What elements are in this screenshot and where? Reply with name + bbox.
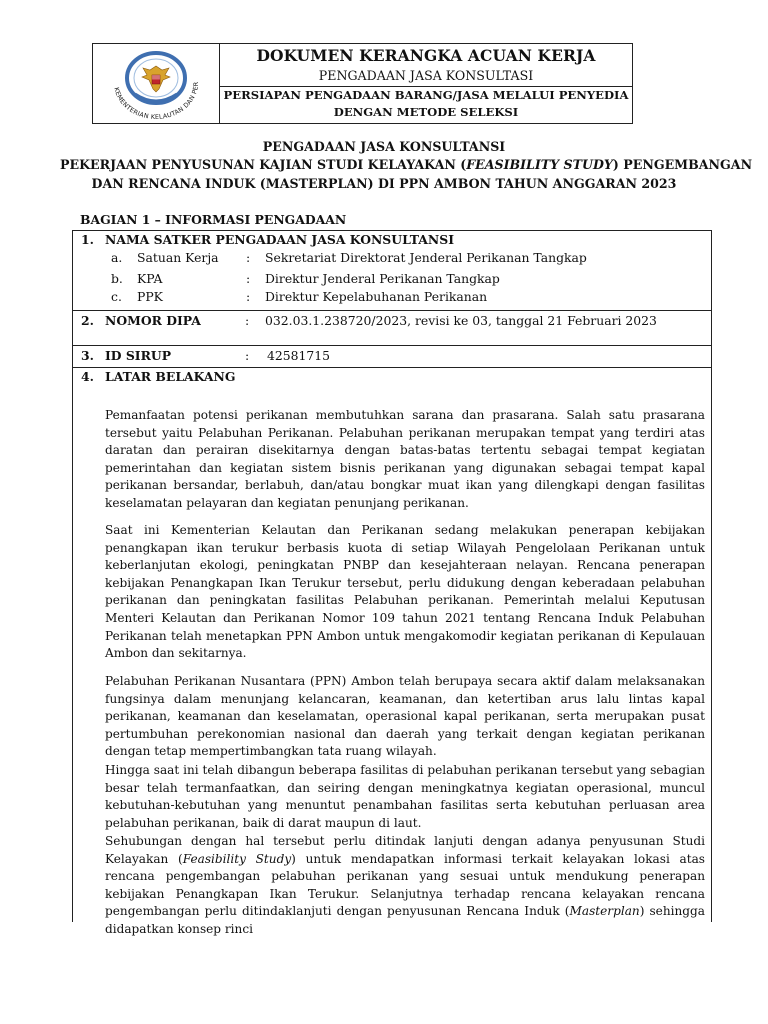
row3-sep: : (245, 348, 250, 363)
row1-item-a-value: Sekretariat Direktorat Jenderal Perikanan Tangkap (265, 250, 587, 265)
row-divider (73, 367, 711, 368)
background-paragraph-5 (105, 833, 705, 939)
document-header (92, 43, 633, 124)
background-paragraph-4: Hingga saat ini telah dibangun beberapa fasilitas di pelabuhan perikanan tersebut yang sebagian besar telah termanfaatkan, dan seiring dengan meningkatnya kegiatan operasional, muncul kebutuhan-kebutuhan yang menuntut penambahan fasilitas serta kebutuhan perluasan area pelabuhan perikanan, baik di darat maupun di laut. (105, 763, 705, 830)
row2-number: 2. (81, 313, 94, 328)
row1-number: 1. (81, 232, 94, 247)
row1-item-a-label: Satuan Kerja (137, 250, 219, 265)
title-line-2-part-c: ) PENGEMBANGAN (612, 157, 753, 172)
logo-ring-text: KEMENTERIAN KELAUTAN DAN PER (112, 81, 201, 122)
row3-number: 3. (81, 348, 94, 363)
row4-label: LATAR BELAKANG (105, 369, 236, 384)
paragraph-5-part-e: ) sehingga didapatkan konsep rinci (105, 904, 705, 936)
ministry-logo-icon (93, 44, 220, 123)
row1-item-c-letter: c. (111, 289, 122, 304)
row-divider (73, 345, 711, 346)
header-text-cell (220, 44, 632, 123)
row4-number: 4. (81, 369, 94, 384)
title-line-1: PENGADAAN JASA KONSULTANSI (262, 139, 506, 154)
document-subtitle: PENGADAAN JASA KONSULTASI (318, 68, 534, 83)
background-paragraph-2: Saat ini Kementerian Kelautan dan Perikanan sedang melakukan penerapan kebijakan penangkapan ikan terukur berbasis kuota di setiap Wilayah Pengelolaan Perikanan untuk keberlanjutan ekologi, peningkatan PNBP dan kesejahteraan nelayan. Rencana penerapan kebijakan Penangkapan Ikan Terukur tersebut, perlu didukung dengan keberadaan pelabuhan perikanan dan peningkatan fasilitas Pelabuhan perikanan. Pemerintah melalui Keputusan Menteri Kelautan dan Perikanan Nomor 109 tahun 2021 tentang Rencana Induk Pelabuhan Perikanan telah menetapkan PPN Ambon untuk mengakomodir kegiatan perikanan di Kepulauan Ambon dan sekitarnya. (105, 523, 705, 661)
background-paragraph-3: Pelabuhan Perikanan Nusantara (PPN) Ambon telah berupaya secara aktif dalam melaksanakan fungsinya dalam menunjang kelancaran, keamanan, dan ketertiban arus lalu lintas kapal perikanan, keamanan dan keselamatan, operasional kapal perikanan, serta merupakan pusat pertumbuhan perekonomian nasional dan daerah yang terkait dengan kegiatan perikanan dengan tetap mempertimbangkan tata ruang wilayah. (105, 674, 705, 759)
paragraph-5-part-c: ) untuk mendapatkan informasi terkait kelayakan lokasi atas rencana pengembangan pelabuhan perikanan yang sesuai untuk mendukung penerapan kebijakan Penangkapan Ikan Terukur. Selanjutnya terhadap rencana kelayakan rencana pengembangan perlu ditindaklanjuti dengan penyusunan Rencana Induk ( (105, 851, 705, 919)
row1-item-c-label: PPK (137, 289, 163, 304)
row1-item-b-label: KPA (137, 271, 163, 286)
title-line-3: DAN RENCANA INDUK (MASTERPLAN) DI PPN AMBON TAHUN ANGGARAN 2023 (91, 176, 677, 191)
title-line-2-part-a: PEKERJAAN PENYUSUNAN KAJIAN STUDI KELAYAKAN ( (60, 157, 467, 172)
paragraph-5-italic-2: Masterplan (569, 904, 640, 919)
title-line-2-italic: FEASIBILITY STUDY (466, 157, 613, 172)
header-line-1: PERSIAPAN PENGADAAN BARANG/JASA MELALUI PENYEDIA (223, 88, 629, 102)
paragraph-5-italic-1: Feasibility Study (182, 851, 292, 866)
header-line-2: DENGAN METODE SELEKSI (333, 105, 519, 119)
row1-item-a-sep: : (246, 250, 251, 265)
row3-label: ID SIRUP (105, 348, 172, 363)
row1-item-b-value: Direktur Jenderal Perikanan Tangkap (265, 271, 500, 286)
title-line-2 (60, 157, 753, 172)
row2-sep: : (245, 313, 250, 328)
document-title: DOKUMEN KERANGKA ACUAN KERJA (256, 46, 596, 65)
header-divider (220, 86, 632, 87)
row1-label: NAMA SATKER PENGADAAN JASA KONSULTANSI (105, 232, 454, 247)
row1-item-a-letter: a. (111, 250, 123, 265)
row3-value: 42581715 (267, 348, 331, 363)
row1-item-b-letter: b. (111, 271, 123, 286)
section-title: BAGIAN 1 – INFORMASI PENGADAAN (80, 212, 347, 227)
row2-value: 032.03.1.238720/2023, revisi ke 03, tanggal 21 Februari 2023 (265, 313, 657, 328)
info-table (72, 230, 712, 936)
paragraph-5-part-a: Sehubungan dengan hal tersebut perlu ditindak lanjuti dengan adanya penyusunan Studi Kelayakan ( (105, 834, 705, 866)
row-divider (73, 310, 711, 311)
background-paragraph-1: Pemanfaatan potensi perikanan membutuhkan sarana dan prasarana. Salah satu prasarana tersebut yaitu Pelabuhan Perikanan. Pelabuhan perikanan merupakan tempat yang terdiri atas daratan dan perairan disekitarnya dengan batas-batas tertentu sebagai tempat kegiatan pemerintahan dan kegiatan sistem bisnis perikanan yang digunakan sebagai tempat kapal perikanan bersandar, berlabuh, dan/atau bongkar muat ikan yang dilengkapi dengan fasilitas keselamatan pelayaran dan kegiatan penunjang perikanan. (105, 408, 705, 510)
row1-item-c-sep: : (246, 289, 251, 304)
logo-cell (93, 44, 220, 123)
row1-item-b-sep: : (246, 271, 251, 286)
row1-item-c-value: Direktur Kepelabuhanan Perikanan (265, 289, 488, 304)
row2-label: NOMOR DIPA (105, 313, 201, 328)
